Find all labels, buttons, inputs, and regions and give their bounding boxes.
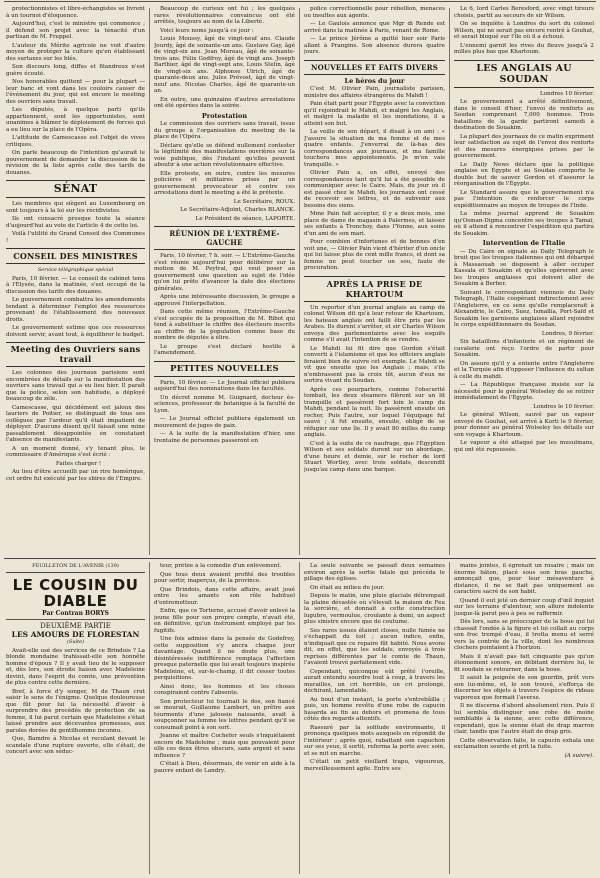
paragraph: La plupart des journaux de ce matin expriment leur satisfaction au sujet de l'envoi des renforts et des mesures énergiques prises par le gouvernement.	[454, 133, 594, 159]
feuilleton-divider	[4, 558, 596, 559]
signature: Le Président de séance, LAPORTE.	[195, 215, 295, 222]
paragraph: Cette observation faite, le capucin exhala une exclamation sourde et prit la fuite.	[454, 737, 594, 750]
feuilleton-author: Par Contran BORYS	[6, 611, 145, 621]
protestation-heading: Protestation	[201, 111, 248, 120]
petites-nouvelles-heading: PETITES NOUVELLES	[154, 361, 295, 377]
feuilleton-column-1	[6, 563, 145, 873]
paragraph: La seule suivante se passait deux semaines environ après la sortie fatale qui précéda le pillage des églises.	[304, 563, 445, 582]
paragraph: Pain était parti pour l'Égypte avec la conviction qu'il rejoindrait le Mahdi, et malgré les Anglais, et malgré la maladie et les inondations, il a atteint son but.	[304, 101, 445, 127]
signature: Le Secrétaire-Adjoint, Charles BLANCK.	[180, 207, 295, 213]
paragraph: Louis Moussy, âgé de vingt-neuf ans. Claude Jourdy, âgé de soixante-un ans. Gustave Gay, âgé de vingt-six ans. Jean Moreau, âgé de soixante-trois ans. Félix Godfroy, âgé de vingt ans. Joseph Barthier, âgé de vingt-sept ans. Louis Stelin, âgé de vingt-six ans. Alphonse Ulrich, âgé de quarante-deux ans. Jules Prévost, âgé de vingt-neuf ans. Nicolas Charles, âgé de quarante-un an.	[154, 36, 295, 94]
paragraph: Cependant, quiconque eût prêté l'oreille, aurait entendu sourdre tout à coup, à travers les murailles, un cri horrible, un cri prolongé, déchirant, lamentable.	[304, 668, 445, 694]
paragraph: Quand il eut jeté un dernier coup d'œil inquiet sur les terrains d'alentour, son allure indolente jusque-là parut peu à peu se raffermir.	[454, 597, 594, 617]
senat-heading: SÉNAT	[6, 180, 145, 198]
paragraph: Le gouvernement estime que ces ressources doivent servir, avant tout, à équilibrer le budget.	[6, 325, 145, 338]
paragraph: A un moment donné, s'y tenant plus, le commissaire d'Amérique s'est écrié :	[6, 445, 145, 458]
paragraph: Il saisit la poignée de son gourdin, prêt vers son lui-même, et, le son trouvé, s'efforça de discerner les objets à travers l'espèce de rideau vaporeux que formait l'averse.	[454, 675, 594, 701]
paragraph: Jeanne et maître Cochefer seuls s'inquiétaient encore de Madeleine ; mais que pouvaient pour elle ces deux êtres obscurs, sans argent et sans influence ?	[154, 733, 295, 759]
paragraph: Avait-elle usé des services de ce Brindois ? La blonde mondaine trahissait-elle son honnête homme d'époux ? Il y avait lieu de le supposer et, dès lors, son étroite liaison avec Madeleine devint, dans l'esprit du comte, une prévention de plus contre cette dernière.	[6, 647, 145, 686]
paragraph: Le Daily News déclare que la politique anglaise en Égypte et au Soudan comporte le double but de sauver Gordon et d'assurer la réorganisation de l'Égypte.	[454, 161, 594, 187]
column-4	[454, 6, 594, 556]
reunion-heading: RÉUNION DE L'EXTRÊME-GAUCHE	[154, 226, 295, 250]
feuilleton-column-4	[454, 563, 594, 873]
paragraph: Les colonnes des journaux parisiens sont encombrées de détails sur la manifestation des ouvriers sans travail qui a eu lieu hier. Il paraît que la police, selon son habitude, a déployé beaucoup de zèle.	[6, 370, 145, 402]
paragraph: Rassuré par la solitude environnante, il prononça quelques mots auxquels on répondit de l'intérieur ; après quoi, rabattant son capuchon sur ses yeux, il sortit, referma la porte avec soin, et se mit en marche.	[304, 724, 445, 757]
paragraph: La veille de son départ, il disait à un ami : « J'assure la situation de ma femme et de mes quatre enfants. J'enverrai de là-bas des correspondances aux journaux, et ma famille touchera mes appointements. Je m'en vais tranquille. »	[304, 129, 445, 168]
paragraph: Pour combien d'infortunes et de bonnes d'en voit une, — Olivier Pain vient d'hériter d'un oncle qui lui laisse plus de cent mille francs, et dont sa femme ne peut toucher un sou, faute de procuration.	[304, 239, 445, 271]
paragraph: Ils ont consacré presque toute la séance d'aujourd'hui au vote de l'article 4 de cette loi.	[6, 216, 145, 229]
paragraph: Mme Pain fait accepter, il y a deux mois, une place de dame de magasin à Palermes, et laisser ses enfants à Tronchoy, dans l'Yonne, aux soins d'un ami de son mari.	[304, 211, 445, 237]
paragraph: Olivier Pain a, en effet, envoyé des correspondances tant qu'il lui a été possible de communiquer avec le Caire. Mais, du jour où il est passé chez le Mahdi, les journaux ont cessé de recevoir ses lettres, et de subvenir aux besoins des siens.	[304, 170, 445, 209]
column-1	[6, 6, 145, 556]
paragraph: Le commission des ouvriers sans travail, issue du groupe à l'organisation du meeting de la place de l'Opéra.	[154, 121, 295, 140]
paragraph: Le gouvernement a arrêté définitivement, dans le conseil d'hier, l'envoi de renforts au Soudan comprenant 7,000 hommes. Trois bataillons de la garde partiront samedi à destination de Souakim.	[454, 99, 594, 131]
paragraph: Après une intéressante discussion, le groupe a approuvé l'interpellation.	[154, 294, 295, 307]
paragraph: En outre, une quinzaine d'autres arrestations ont été opérées dans la soirée.	[154, 96, 295, 109]
paragraph: Que Brindois, dans cette affaire, avait joué entre les amants son rôle habituel d'entremetteur.	[154, 586, 295, 606]
paragraph: Paris, 10 février. — Le Journal officiel publiera aujourd'hui des nominations dans les facultés.	[154, 379, 295, 392]
paragraph: Le Standard assure que le gouvernement n'a pas l'intention de renforcer le corps expéditionnaire au moyen de troupes de l'Inde.	[454, 189, 594, 209]
paragraph: On assure qu'il y a entente entre l'Angleterre et la Turquie afin d'opposer l'influence du sultan à celle du mahdi.	[454, 360, 594, 380]
paragraph: Le groupe s'est déclaré hostile à l'amendement.	[154, 343, 295, 356]
anglais-heading: LES ANGLAIS AU SOUDAN	[454, 60, 594, 88]
paragraph: Nos honorables quittent — pour la plupart — leur banc et vont dans les couloirs causer de l'événement du jour, qui est encore le meeting des ouvriers sans travail.	[6, 79, 145, 105]
paragraph: C'était à Dieu, désormais, de venir en aide à la pauvre enfant de Landry.	[154, 761, 295, 774]
paragraph: Faites charger !	[55, 460, 102, 467]
paragraph: Au bout d'un instant, la porte s'entrebâilla ; puis, un homme revêtu d'une robe de capucin hasarda au fin au dehors et promena de tous côtés des regards attentifs.	[304, 696, 445, 722]
dateline: Londres, 9 février.	[541, 330, 594, 337]
paragraph: — La République française insiste sur la nécessité pour le général Wolseley de se retirer immédiatement de l'Égypte.	[454, 382, 594, 401]
paragraph: Enfin, que ce Torterne, accusé d'avoir enlevé la jeune fille pour son propre compte, n'avait été, en définitive, qu'un instrument employé par les fugitifs.	[154, 608, 295, 634]
feuilleton-chapter: LES AMOURS DE FLORESTAN	[11, 629, 140, 639]
paragraph: teur, prêtée à la comédie d'un enlèvement.	[160, 563, 282, 569]
conseil-heading: CONSEIL DES MINISTRES	[6, 248, 145, 264]
paragraph: La même journal apprend de Souakim qu'Osman-Digma concentre ses troupes à Tamaï, où il attend à rencontrer l'expédition qui partira de Souakim.	[454, 211, 594, 237]
paragraph: Au lieu d'être accueilli par un rire homérique, cet ordre fut exécuté par les sbires de l'Empire.	[6, 469, 145, 482]
paragraph: C'est à la suite de ce naufrage, que l'Égyptien Wilson et ses soldats durent sur un abordage, d'une heure et demie, sur le rocher de lord Stuart Wortley, avec trois soldats, descendit jusqu'au camp dans une barque.	[304, 440, 445, 473]
paragraph: Paris, 10 février. — Le conseil de cabinet tenu à l'Élysée, dans la matinée, s'est occupé de la discussion des tarifs des douanes.	[6, 275, 145, 295]
paragraph: L'auteur du Mérite agricole ne voit d'autre moyen de protéger la culture qu'en établissant des surtaxes sur les blés.	[6, 42, 145, 62]
paragraph: Beaucoup de curieux ont fui ; les quelques rares révolutionnaires convaincus ont été arrêtés, toujours au nom de la Liberté.	[154, 6, 295, 25]
column-2	[154, 6, 295, 556]
paragraph: Dès lors, sans se préoccuper de la boue qui lui chassait l'ondée à la figure et lui collait au corps son froc trempé d'eau, il trotta menu et serré vers la contrée de la ville, dont les nombreux clochers pointaient à l'horizon.	[454, 619, 594, 651]
paragraph: Les membres qui siègent au Luxembourg en sont toujours à la loi sur les récidivistes.	[6, 201, 145, 214]
column-divider	[449, 8, 450, 555]
signature: Le Secrétaire, ROUX.	[233, 198, 295, 205]
paragraph: Aujourd'hui, c'est le ministre qui commence ; il défend son projet avec la ténacité d'un partisan de M. Freppel.	[6, 21, 145, 40]
paragraph: C'est M. Olivier Pain, journaliste parisien, ministre des affaires étrangères du Mahdi !	[304, 86, 445, 99]
paragraph: Paris, 10 février, 7 h. soir. — L'Extrême-Gauche s'est réunie aujourd'hui pour délibérer sur la motion de M. Peytral, qui veut poser au gouvernement une question au sujet de l'idée qu'on lui prête d'avancer la date des élections générales.	[154, 253, 295, 292]
heros-heading: Le héros du jour	[344, 76, 405, 85]
paragraph: Le 6, lord Carles Beresford, avec vingt tireurs choisis, partit au secours de sir Wilson.	[454, 6, 594, 19]
dateline: Londres 10 février.	[540, 90, 594, 97]
paragraph: Que, Bamdre à Nicolas et reculant devant le scandale d'une rupture ouverte, elle s'était, de concert avec son séduc-	[6, 736, 145, 755]
column-divider	[149, 562, 150, 874]
paragraph: Voilà l'utilité du Grand Conseil des Communes !	[6, 231, 145, 244]
paragraph: protectionnistes et libre-échangistes se livrent à un tournoi d'éloquence.	[6, 6, 145, 19]
paragraph: Camescasse, qui décidément est jaloux des lauriers de Poitier, se distinguait de tous ses collègues par l'ardeur qu'il était impatient de déployer. D'aucuns disent qu'il faisait une mine passablement désappointée en constatant l'absence de manifestants.	[6, 404, 145, 443]
paragraph: Depuis le matin, une pluie glaciale détrempait la plaine dévastée où s'élevait la maison de Feu la sorcière, et donnait à cette construction lugubre, vermoulue, croulante à demi, un aspect plus sinistre encore que de coutume.	[304, 593, 445, 625]
feuilleton-chapter-sub: (Suite)	[66, 639, 85, 645]
paragraph: Le général Wilson, sauvé par un vapeur envoyé de Gouhat, est arrivé à Korti le 9 février, pour donner au général Wolseley les détails sur son voyage à Khartoum.	[454, 412, 594, 438]
paragraph: Déclare qu'elle se défend nullement contester la légitimité des manifestations ouvrières sur la voie publique, dès l'instant qu'elles peuvent aboutir à une action révolutionnaire effective.	[154, 142, 295, 168]
paragraph: Ses rares issues étaient closes, nulle fumée ne s'échappait du toit ; aucun indice, enfin, n'indiquait que ce repaire fût habité. Nous avons dit, en effet, que les soldats, envoyés à trois reprises différentes par le comte de Thaun, l'avaient trouvé parfaitement vide.	[304, 627, 445, 666]
paragraph: Voici leurs noms jusqu'à ce jour :	[160, 27, 254, 34]
paragraph: On était au milieu du jour.	[310, 584, 385, 591]
paragraph: Elle proteste, en outre, contre les mesures policières et militaires prises par un gouvernement provocateur et contre ces arrestations dont le meeting a été le prétexte.	[154, 170, 295, 196]
paragraph: — Le Journal officiel publiera également un mouvement de juges de paix.	[154, 416, 295, 429]
feuilleton-part: DEUXIÈME PARTIE	[40, 622, 111, 630]
feuilleton-column-3	[304, 563, 445, 873]
nouvelles-heading: NOUVELLES ET FAITS DIVERS	[304, 60, 445, 75]
paragraph: Suivant le correspondant viennois du Daily Telegraph, l'Italie coopérant indirectement avec l'Angleterre, en ce sens qu'elle remplacerait à Alexandrie, le Caire, Suez, Ismaïlia, Port-Saïd et Souakim les garnisons anglaises allant rejoindre le corps expéditionnaire du Soudan.	[454, 289, 594, 328]
feuilleton-title: LE COUSIN DU DIABLE	[12, 575, 139, 610]
column-divider	[299, 562, 300, 874]
column-divider	[149, 8, 150, 555]
paragraph: Bref, à force d'y songer, M de Thaun crut saisir le sens de l'énigme. Quelque douloureuse que fût pour lui la nécessité d'avoir à surprendre des procédés de protection de sa femme, il lui parut certain que Madeleine s'était laissé prendre aux décevantes promesses, aux paroles dorées du gentilhomme inconnu.	[6, 688, 145, 734]
paragraph: On parle beaucoup de l'intention qu'aurait le gouvernement de demander la discussion de la révision de la liste après celle des tarifs de douanes.	[6, 150, 145, 176]
paragraph: Un reporter d'un journal anglais au camp du colonel Wilson dit qu'à leur retour de Khartoum, les bateaux anglais ont failli être pris par les Arabes. Ils durent s'arrêter, et sir Charles Wilson envoya des parlementaires avec les esquifs comme s'il avait l'intention de se rendre.	[304, 304, 445, 343]
paragraph: Le vapeur a été attaqué par les musulmans, qui ont été repoussés.	[454, 440, 594, 453]
feuilleton-header: FEUILLETON DE L'AVENIR (139)	[6, 563, 145, 573]
paragraph: On se inquiète à Londres du sort du colonel Wilson, qui ne serait pas encore rentré à Gouhat, et serait bloqué sur l'île où il a échoué.	[454, 21, 594, 40]
paragraph: Son protecteur lui tournait le dos, son fiancé se mourait, Guillaume Lambert, un prêtre aux tourments d'une jalousie naissante, avait à soupçonner sa femme les lettres pendant qu'il se consumait point à son sort.	[154, 698, 295, 731]
paragraph: Un décret nomme M. Guignard, docteur ès-sciences, professeur de botanique à la faculté de Lyon.	[154, 394, 295, 414]
paragraph: L'attitude de Camescasse est l'objet de vives critiques.	[6, 135, 145, 148]
column-divider	[299, 8, 300, 555]
paragraph: C'était un petit vieillard trapu, vigoureux, merveilleusement agile. Entre ses	[304, 759, 445, 772]
paragraph: — Le prince Jérôme a quitté hier soir Paris allant à Prangins. Son absence durera quatre jours.	[304, 36, 445, 55]
paragraph: Il ne discerna d'abord absolument rien. Puis il lui sembla distinguer une robe de moine semblable à la sienne, avec cette différence, cependant, que la sienne était de drap marron clair, tandis que l'autre était de drap gris.	[454, 703, 594, 735]
paragraph: mains jointes, il égrenait un rosaire ; mais un énorme bâton, placé sous son bras gauche, annonçait que, pour leur mésaventure à distance, il ne se fiait pas uniquement au caractère sacré de son habit.	[454, 563, 594, 595]
paragraph: L'ennemi garnit les rives du fleuve jusqu'à 2 milles plus bas que Khartoum.	[454, 42, 594, 55]
paragraph: Une fois admise dans la pensée de Godefroy, cette supposition s'y ancra chaque jour davantage. Quand il ne doute plus, une désintéressée indifférence remplaça l'affection presque paternelle que lui avait toujours inspirée Madeleine, et, sur-le-champ, il dit cesser toutes perquisitions.	[154, 636, 295, 681]
paragraph: Mais il n'avait pas fait cinquante pas qu'un étonnement sonore, en débitant derrière lui, le fit soudain se retourner, dans la boue.	[454, 653, 594, 673]
column-divider	[449, 562, 450, 874]
khartoum-heading: APRÈS LA PRISE DE KHARTOUM	[304, 276, 445, 302]
paragraph: Son discours long, diffus et filandreux n'est guère écouté.	[6, 64, 145, 77]
paragraph: Ainsi donc, les hommes et les choses conspiraient contre l'absente.	[154, 683, 295, 696]
paragraph: police correctionnelle pour rébellion, menaces ou insultes aux agents.	[304, 6, 445, 19]
paragraph: Le gouvernement combattra les amendements tendant à déterminer l'emploi des ressources provenant de l'établissement des nouveaux droits.	[6, 297, 145, 323]
meeting-heading: Meeting des Ouvriers sans travail	[6, 342, 145, 367]
paragraph: Après ces pourparlers, comme l'obscurité tombait, les deux steamers filèrent sur un lit tranquille et passèrent fort loin le camp du Mahdi, pendant la nuit. Ils passèrent ensuite un rocher, Puis l'autre, sur lequel l'équipage fut sauvé ; il fut ensuite, ensuite, obligé de se réfugier sur une île. Il y avait 80 milles du camp anglais.	[304, 386, 445, 438]
paragraph: Les députés, à quelque parti qu'ils appartiennent, sont les opportunistes, sont unanimes à blâmer le déploiement de forces qui a eu lieu sur la place de l'Opéra.	[6, 107, 145, 133]
paragraph: — Le Gaulois annonce que Mgr di Rende est arrivé dans la matinée à Paris, venant de Rome.	[304, 21, 445, 34]
conseil-subheading: Service télégraphique spécial	[37, 267, 114, 273]
paragraph: — A la suite de la manifestation d'hier, une trentaine de personnes passeront en	[154, 431, 295, 444]
italie-heading: Intervention de l'Italie	[482, 239, 566, 247]
paragraph: Le Mahdi lui fit dire que Gordon s'était converti à l'islamisme et que les officiers anglais feraient bien de suivre cet exemple. Le Mahdi se vit que ensuite que les Anglais ; mais, s'ils n'embrassent pas la croix tôt, aucun d'eux ne sortira vivant du Soudan.	[304, 345, 445, 384]
feuilleton-column-2	[154, 563, 295, 873]
paragraph: Que tous deux avaient profité des troubles pour sortir, inaperçus, de la province.	[154, 571, 295, 584]
paragraph: Dans cette même réunion, l'Extrême-Gauche s'est occupée de la proposition de M. Ribot qui tend à substituer le chiffre des électeurs inscrits au chiffre de la population comme base du nombre de députés à élire.	[154, 309, 295, 341]
column-3	[304, 6, 445, 556]
paragraph: Six bataillons d'infanterie et un régiment de cavalerie ont reçu l'ordre de partir pour Souakim.	[454, 339, 594, 358]
paragraph: — Du Caire on signale au Daily Telegraph le bruit que les troupes italiennes qui ont débarqué à Massaouah se disposent à aller occuper Kassala et Souakim et qu'elles opéreront avec les troupes anglaises qui doivent aller de Souakim à Berber.	[454, 248, 594, 287]
dateline: Londres le 10 février.	[533, 403, 594, 410]
to-be-continued: (A suivre).	[564, 752, 594, 759]
